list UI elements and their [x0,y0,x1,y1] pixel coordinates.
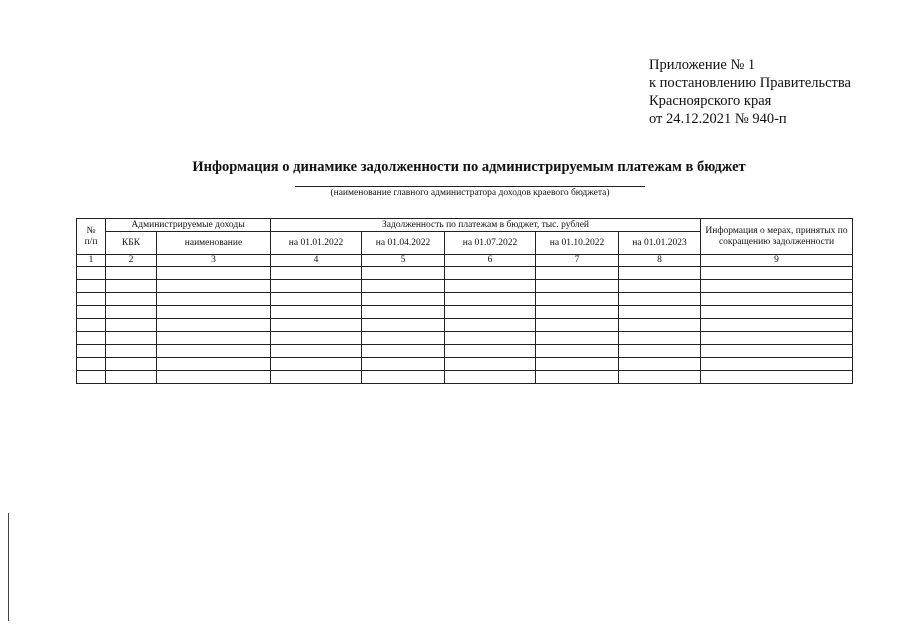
table-cell [106,358,157,371]
table-cell [106,319,157,332]
table-cell [619,280,701,293]
table-cell [619,332,701,345]
table-cell [362,293,445,306]
table-cell [445,293,536,306]
table-cell [77,267,106,280]
table-cell [157,358,271,371]
column-number: 4 [271,255,362,267]
table-cell [536,371,619,384]
table-cell [701,293,853,306]
table-cell [445,332,536,345]
table-cell [536,306,619,319]
table-cell [157,267,271,280]
table-cell [77,371,106,384]
table-cell [106,371,157,384]
column-number-row [77,255,853,267]
table-cell [106,280,157,293]
table-cell [271,293,362,306]
table-row [77,267,853,280]
table-cell [445,345,536,358]
table-cell [701,306,853,319]
header-date-1: на 01.01.2022 [271,232,362,255]
table-cell [445,267,536,280]
table-cell [362,371,445,384]
table-cell [445,371,536,384]
header-measures: Информация о мерах, принятых по сокращению задолженности [701,219,853,255]
header-name: наименование [157,232,271,255]
table-cell [77,280,106,293]
administrator-fill-line [295,186,645,187]
table-cell [157,345,271,358]
annex-region: Красноярского края [649,93,772,109]
table-cell [77,306,106,319]
column-number: 8 [619,255,701,267]
table-cell [536,345,619,358]
left-margin-line [8,513,9,621]
table-cell [536,319,619,332]
table-cell [701,358,853,371]
document-title: Информация о динамике задолженности по администрируемым платежам в бюджет [192,159,746,175]
table-cell [271,306,362,319]
table-cell [619,345,701,358]
header-row-top [77,219,853,232]
table-cell [106,267,157,280]
table-row [77,293,853,306]
table-row [77,371,853,384]
table-cell [157,371,271,384]
table-cell [619,267,701,280]
table-cell [536,267,619,280]
table-cell [271,371,362,384]
header-debt-group: Задолженность по платежам в бюджет, тыс. рублей [271,219,701,232]
table-cell [536,332,619,345]
table-cell [619,371,701,384]
table-cell [701,345,853,358]
table-cell [362,267,445,280]
table-cell [701,332,853,345]
column-number: 6 [445,255,536,267]
table-cell [536,293,619,306]
column-number: 9 [701,255,853,267]
table-cell [619,319,701,332]
table-cell [77,293,106,306]
table-cell [271,319,362,332]
table-row [77,332,853,345]
table-cell [362,345,445,358]
table-cell [106,332,157,345]
table-cell [77,358,106,371]
column-number: 5 [362,255,445,267]
table-cell [271,267,362,280]
table-cell [157,319,271,332]
debt-table [76,218,853,384]
table-cell [701,280,853,293]
table-cell [701,319,853,332]
table-cell [362,332,445,345]
annex-resolution: к постановлению Правительства [649,75,851,91]
table-cell [445,358,536,371]
table-row [77,280,853,293]
header-date-4: на 01.10.2022 [536,232,619,255]
header-date-3: на 01.07.2022 [445,232,536,255]
table-cell [619,293,701,306]
table-cell [536,280,619,293]
header-administered-income: Администрируемые доходы [106,219,271,232]
table-cell [362,306,445,319]
table-cell [536,358,619,371]
header-date-2: на 01.04.2022 [362,232,445,255]
table-cell [271,358,362,371]
table-row [77,306,853,319]
header-number-pp: п/п [84,236,98,247]
table-cell [106,306,157,319]
table-cell [271,280,362,293]
table-cell [157,280,271,293]
table-cell [271,345,362,358]
table-row [77,345,853,358]
annex-block [649,56,851,128]
table-cell [362,358,445,371]
column-number: 7 [536,255,619,267]
table-cell [701,371,853,384]
column-number: 2 [106,255,157,267]
table-cell [106,293,157,306]
table-cell [445,319,536,332]
table-cell [445,306,536,319]
header-kbk: КБК [106,232,157,255]
table-cell [619,306,701,319]
header-number-sign: № [86,225,96,236]
table-cell [271,332,362,345]
header-number [77,219,106,255]
table-row [77,358,853,371]
table-cell [362,280,445,293]
administrator-caption: (наименование главного администратора доходов краевого бюджета) [330,188,610,198]
table-cell [701,267,853,280]
table-row [77,319,853,332]
annex-number: Приложение № 1 [649,57,756,73]
header-date-5: на 01.01.2023 [619,232,701,255]
column-number: 3 [157,255,271,267]
column-number: 1 [77,255,106,267]
table-cell [157,293,271,306]
table-cell [445,280,536,293]
table-cell [362,319,445,332]
table-cell [106,345,157,358]
table-cell [77,332,106,345]
table-cell [619,358,701,371]
table-cell [157,306,271,319]
table-cell [77,319,106,332]
table-cell [77,345,106,358]
annex-date: от 24.12.2021 № 940-п [649,111,787,127]
table-cell [157,332,271,345]
